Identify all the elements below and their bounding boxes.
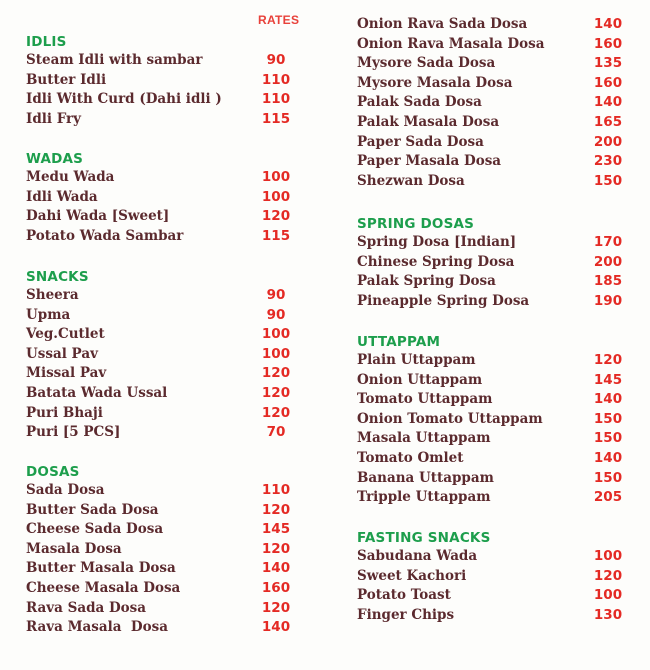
menu-item-price: 120	[261, 404, 291, 421]
menu-item-name: Tomato Uttappam	[357, 391, 493, 408]
menu-item-price: 200	[593, 253, 623, 270]
menu-item	[26, 423, 296, 443]
menu-item	[357, 152, 627, 172]
menu-item-name: Sheera	[26, 287, 79, 303]
menu-item-name: Shezwan Dosa	[357, 172, 465, 189]
menu-item	[357, 133, 627, 153]
menu-item	[357, 429, 627, 449]
menu-item-price: 170	[593, 234, 623, 250]
menu-item	[357, 410, 627, 430]
menu-item	[26, 618, 296, 638]
menu-item	[26, 520, 296, 540]
section-title: IDLIS	[26, 34, 67, 50]
menu-item-name: Butter Sada Dosa	[26, 501, 159, 518]
menu-item-price: 205	[593, 489, 623, 506]
menu-item-name: Dahi Wada [Sweet]	[26, 208, 170, 225]
menu-item-name: Potato Wada Sambar	[26, 227, 184, 244]
section-title: DOSAS	[26, 464, 80, 480]
menu-section-spring-dosas	[357, 215, 627, 311]
menu-item-price: 100	[261, 345, 291, 362]
menu-item-name: Idli Fry	[26, 110, 82, 127]
menu-item-name: Sada Dosa	[26, 482, 105, 498]
menu-item	[357, 586, 627, 606]
menu-item	[26, 325, 296, 345]
menu-item-price: 140	[593, 449, 623, 466]
menu-item-name: Chinese Spring Dosa	[357, 253, 515, 270]
menu-item	[357, 253, 627, 273]
menu-item-name: Steam Idli with sambar	[26, 52, 203, 68]
menu-section-right-continued	[357, 15, 627, 191]
menu-item	[357, 449, 627, 469]
menu-item-name: Palak Masala Dosa	[357, 113, 500, 130]
menu-item-price: 150	[593, 430, 623, 447]
menu-item-price: 190	[593, 292, 623, 309]
menu-item-name: Spring Dosa [Indian]	[357, 234, 517, 250]
menu-item-price: 100	[593, 548, 623, 564]
menu-section-snacks	[26, 268, 296, 443]
menu-item	[357, 93, 627, 113]
menu-item-price: 140	[593, 391, 623, 408]
menu-item	[26, 227, 296, 247]
menu-item-name: Idli Wada	[26, 188, 98, 205]
menu-item-name: Rava Sada Dosa	[26, 599, 147, 616]
menu-item-price: 120	[593, 352, 623, 368]
menu-item-name: Cheese Sada Dosa	[26, 521, 164, 538]
menu-item-price: 140	[593, 94, 623, 111]
menu-item-price: 115	[261, 110, 291, 127]
menu-item-price: 120	[593, 567, 623, 584]
menu-item	[357, 390, 627, 410]
menu-item	[357, 371, 627, 391]
menu-item-name: Upma	[26, 306, 71, 323]
menu-item	[26, 501, 296, 521]
section-title: FASTING SNACKS	[357, 530, 491, 546]
menu-item-price: 120	[261, 540, 291, 557]
menu-item-name: Onion Rava Sada Dosa	[357, 16, 528, 32]
menu-item-name: Palak Spring Dosa	[357, 273, 496, 290]
menu-item	[26, 481, 296, 501]
menu-item-price: 160	[261, 579, 291, 596]
menu-item-name: Medu Wada	[26, 169, 115, 185]
menu-item-price: 120	[261, 501, 291, 518]
menu-item	[357, 15, 627, 35]
menu-item-price: 120	[261, 599, 291, 616]
menu-item-name: Paper Masala Dosa	[357, 153, 502, 170]
menu-item-name: Pineapple Spring Dosa	[357, 292, 530, 309]
menu-item-price: 150	[593, 469, 623, 486]
menu-item	[26, 599, 296, 619]
menu-section-idlis	[26, 33, 296, 129]
menu-item	[26, 579, 296, 599]
menu-item-name: Onion Uttappam	[357, 371, 483, 388]
menu-item	[26, 168, 296, 188]
menu-item	[26, 345, 296, 365]
menu-item	[26, 90, 296, 110]
menu-item	[357, 488, 627, 508]
menu-item-name: Idli With Curd (Dahi idli )	[26, 91, 222, 108]
menu-item-name: Sabudana Wada	[357, 548, 478, 564]
menu-item-name: Masala Uttappam	[357, 430, 491, 447]
menu-item-price: 100	[261, 169, 291, 185]
menu-item	[26, 540, 296, 560]
menu-item-name: Potato Toast	[357, 587, 451, 604]
menu-item-name: Batata Wada Ussal	[26, 384, 168, 401]
menu-item	[26, 51, 296, 71]
menu-item	[26, 404, 296, 424]
menu-item-price: 120	[261, 365, 291, 382]
menu-item-name: Butter Idli	[26, 71, 107, 88]
menu-item	[357, 567, 627, 587]
menu-item-name: Tripple Uttappam	[357, 489, 491, 506]
menu-item-name: Veg.Cutlet	[26, 326, 105, 343]
menu-section-wadas	[26, 150, 296, 246]
menu-item-name: Onion Rava Masala Dosa	[357, 35, 545, 52]
menu-section-fasting-snacks	[357, 529, 627, 625]
menu-item	[357, 54, 627, 74]
menu-item-name: Mysore Masala Dosa	[357, 74, 513, 91]
menu-item-price: 100	[593, 587, 623, 604]
menu-item-price: 90	[266, 306, 286, 323]
menu-item-name: Ussal Pav	[26, 345, 98, 362]
menu-item-price: 130	[593, 606, 623, 623]
menu-item	[357, 113, 627, 133]
menu-item-price: 70	[266, 424, 286, 441]
menu-item	[357, 35, 627, 55]
menu-item-price: 140	[593, 16, 623, 32]
menu-item-name: Cheese Masala Dosa	[26, 579, 181, 596]
menu-item-price: 120	[261, 384, 291, 401]
menu-item-name: Banana Uttappam	[357, 469, 494, 486]
menu-item-price: 165	[593, 113, 623, 130]
menu-item-price: 145	[593, 371, 623, 388]
menu-item-price: 100	[261, 326, 291, 343]
menu-item-name: Puri [5 PCS]	[26, 424, 121, 441]
menu-item-name: Plain Uttappam	[357, 352, 476, 368]
menu-item-price: 100	[261, 188, 291, 205]
menu-item-name: Masala Dosa	[26, 540, 122, 557]
menu-item-name: Onion Tomato Uttappam	[357, 410, 543, 427]
menu-item	[26, 384, 296, 404]
menu-item-name: Paper Sada Dosa	[357, 133, 484, 150]
menu-item-name: Missal Pav	[26, 365, 107, 382]
menu-item-name: Puri Bhaji	[26, 404, 103, 421]
menu-item-price: 115	[261, 227, 291, 244]
menu-item-price: 230	[593, 153, 623, 170]
menu-item	[357, 547, 627, 567]
menu-section-dosas	[26, 463, 296, 638]
menu-item	[357, 74, 627, 94]
menu-item-name: Rava Masala Dosa	[26, 619, 168, 636]
rates-header: RATES	[258, 13, 300, 27]
menu-item	[26, 71, 296, 91]
menu-section-uttappam	[357, 333, 627, 508]
menu-item-price: 110	[261, 71, 291, 88]
menu-item	[357, 292, 627, 312]
menu-item-price: 90	[266, 287, 286, 303]
menu-item-price: 145	[261, 521, 291, 538]
menu-item	[357, 606, 627, 626]
menu-item	[26, 188, 296, 208]
section-title: UTTAPPAM	[357, 334, 441, 350]
menu-item-price: 185	[593, 273, 623, 290]
menu-item-name: Tomato Omlet	[357, 449, 464, 466]
menu-item-price: 160	[593, 35, 623, 52]
menu-item-name: Palak Sada Dosa	[357, 94, 482, 111]
menu-item	[26, 207, 296, 227]
menu-item-price: 110	[261, 91, 291, 108]
menu-item	[26, 286, 296, 306]
section-title: WADAS	[26, 151, 84, 167]
menu-item-name: Finger Chips	[357, 606, 455, 623]
menu-item-price: 120	[261, 208, 291, 225]
menu-item-price: 200	[593, 133, 623, 150]
menu-item-price: 140	[261, 560, 291, 577]
menu-item-name: Mysore Sada Dosa	[357, 55, 496, 72]
menu-item	[26, 364, 296, 384]
menu-item-price: 150	[593, 172, 623, 189]
menu-item-price: 110	[261, 482, 291, 498]
menu-item-price: 90	[266, 52, 286, 68]
menu-item	[357, 233, 627, 253]
section-title: SNACKS	[26, 269, 89, 285]
menu-item	[26, 559, 296, 579]
menu-item	[357, 351, 627, 371]
menu-item	[357, 272, 627, 292]
menu-item-price: 150	[593, 410, 623, 427]
menu-item	[26, 306, 296, 326]
menu-item	[357, 469, 627, 489]
menu-item-price: 140	[261, 619, 291, 636]
menu-item-price: 135	[593, 55, 623, 72]
menu-item-price: 160	[593, 74, 623, 91]
menu-item-name: Sweet Kachori	[357, 567, 467, 584]
menu-item	[26, 110, 296, 130]
menu-item	[357, 172, 627, 192]
section-title: SPRING DOSAS	[357, 216, 475, 232]
menu-item-name: Butter Masala Dosa	[26, 560, 176, 577]
